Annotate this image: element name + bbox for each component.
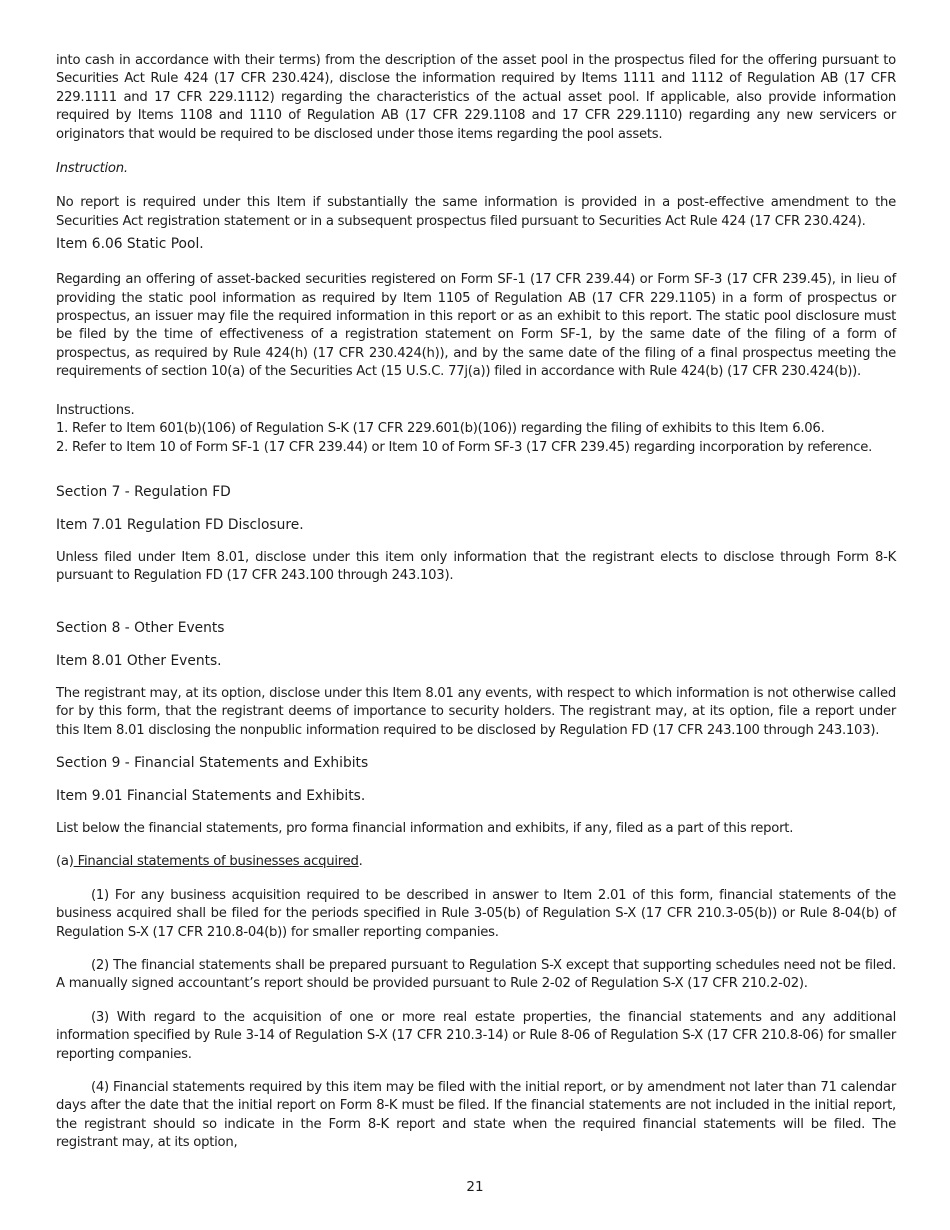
paragraph-a2: (2) The financial statements shall be prepared pursuant to Regulation S-X except that supporting schedules need not be filed. A manually signed accountant’s report should be provided pursuant to Rule 2-02 of Regulation S-X (17 CFR 210.2-02).: [56, 957, 896, 992]
paragraph-a3: (3) With regard to the acquisition of one or more real estate properties, the financial statements and any additional information specified by Rule 3-14 of Regulation S-X (17 CFR 210.3-14) or Rule 8-06 of Regulation S-X (17 CFR 210.8-06) for smaller reporting companies.: [56, 1009, 896, 1062]
item-7-01-heading: Item 7.01 Regulation FD Disclosure.: [56, 516, 304, 533]
paragraph-list-below: List below the financial statements, pro forma financial information and exhibits, if any, filed as a part of this report.: [56, 820, 794, 836]
paragraph-static-pool: Regarding an offering of asset-backed securities registered on Form SF-1 (17 CFR 239.44) or Form SF-3 (17 CFR 239.45), in lieu of providing the static pool information as required by Item 1105 of Regulation AB (17 CFR 229.1105) in a form of prospectus or prospectus, an issuer may file the required information in this report or as an exhibit to this report. The static pool disclosure must be filed by the time of effectiveness of a registration statement on Form SF-1, by the same date of the filing of a form of prospectus, as required by Rule 424(h) (17 CFR 230.424(h)), and by the same date of the filing of a final prospectus meeting the requirements of section 10(a) of the Securities Act (15 U.S.C. 77j(a)) filed in accordance with Rule 424(b) (17 CFR 230.424(b)).: [56, 272, 896, 380]
section-7-heading: Section 7 - Regulation FD: [56, 483, 231, 500]
paragraph-no-report: No report is required under this Item if substantially the same information is provided in a post-effective amendment to the Securities Act registration statement or in a subsequent prospectus filed pursuant to Securities Act Rule 424 (17 CFR 230.424).: [56, 195, 896, 229]
section-9-heading: Section 9 - Financial Statements and Exhibits: [56, 754, 369, 771]
subsection-a-heading: [56, 853, 896, 871]
paragraph-asset-pool: into cash in accordance with their terms) from the description of the asset pool in the prospectus filed for the offering pursuant to Securities Act Rule 424 (17 CFR 230.424), disclose the information required by Items 1111 and 1112 of Regulation AB (17 CFR 229.1111 and 17 CFR 229.1112) regarding the characteristics of the actual asset pool. If applicable, also provide information required by Items 1108 and 1110 of Regulation AB (17 CFR 229.1108 and 17 CFR 229.1110) regarding any new servicers or originators that would be required to be disclosed under those items regarding the pool assets.: [56, 53, 896, 142]
paragraph-a4: (4) Financial statements required by this item may be filed with the initial report, or by amendment not later than 71 calendar days after the date that the initial report on Form 8-K must be filed. If the financial statements are not included in the initial report, the registrant should so indicate in the Form 8-K report and state when the required financial statements will be filed. The registrant may, at its option,: [56, 1080, 896, 1151]
section-8-heading: Section 8 - Other Events: [56, 619, 225, 636]
item-6-06-heading: Item 6.06 Static Pool.: [56, 236, 204, 253]
instructions-label: Instructions.: [56, 402, 135, 418]
document-page: [56, 52, 896, 1153]
instruction-item-1: 1. Refer to Item 601(b)(106) of Regulation S-K (17 CFR 229.601(b)(106)) regarding the filing of exhibits to this Item 6.06.: [56, 421, 825, 437]
subsection-a-period: .: [358, 854, 363, 870]
subsection-a-label: (a): [56, 854, 74, 870]
subsection-a-title: Financial statements of businesses acquired: [73, 854, 359, 870]
paragraph-regulation-fd: Unless filed under Item 8.01, disclose under this item only information that the registrant elects to disclose through Form 8-K pursuant to Regulation FD (17 CFR 243.100 through 243.103).: [56, 549, 896, 584]
item-9-01-heading: Item 9.01 Financial Statements and Exhibits.: [56, 787, 366, 804]
item-8-01-heading: Item 8.01 Other Events.: [56, 652, 222, 669]
instruction-item-2: 2. Refer to Item 10 of Form SF-1 (17 CFR 239.44) or Item 10 of Form SF-3 (17 CFR 239.45) regarding incorporation by reference.: [56, 439, 873, 455]
instruction-label: Instruction.: [56, 161, 128, 177]
paragraph-a1: (1) For any business acquisition required to be described in answer to Item 2.01 of this form, financial statements of the business acquired shall be filed for the periods specified in Rule 3-05(b) of Regulation S-X (17 CFR 210.3-05(b)) or Rule 8-04(b) of Regulation S-X (17 CFR 210.8-04(b)) for smaller reporting companies.: [56, 887, 896, 940]
paragraph-other-events: The registrant may, at its option, disclose under this Item 8.01 any events, with respect to which information is not otherwise called for by this form, that the registrant deems of importance to security holders. The registrant may, at its option, file a report under this Item 8.01 disclosing the nonpublic information required to be disclosed by Regulation FD (17 CFR 243.100 through 243.103).: [56, 685, 896, 738]
page-number: 21: [466, 1179, 484, 1195]
